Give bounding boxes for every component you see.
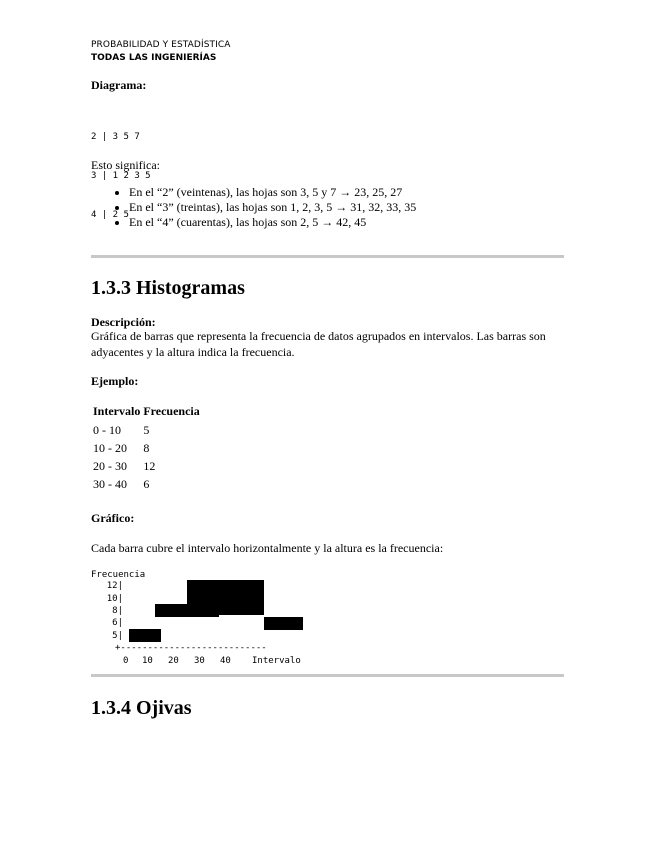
page-header — [91, 39, 231, 65]
meaning-intro: Esto significa: — [91, 158, 160, 172]
meaning-list — [91, 185, 589, 230]
graph-caption: Cada barra cubre el intervalo horizontalmente y la altura es la frecuencia: — [91, 541, 444, 555]
table-cell: 10 - 20 — [93, 441, 127, 455]
table-cell: 30 - 40 — [93, 477, 127, 491]
course-title: PROBABILIDAD Y ESTADÍSTICA — [91, 40, 231, 50]
table-cell: 0 - 10 — [93, 423, 121, 437]
y-axis-label: Frecuencia — [91, 570, 146, 580]
y-tick-label: 8| — [112, 606, 123, 616]
table-row — [91, 421, 201, 439]
table-cell: 20 - 30 — [93, 459, 127, 473]
y-tick-group — [107, 581, 123, 641]
section-title-ojivas: 1.3.4 Ojivas — [91, 697, 192, 719]
histogram-bar-3 — [187, 580, 264, 615]
description-label: Descripción: — [91, 315, 156, 329]
x-axis-line: +--------------------------- — [115, 643, 267, 653]
diagram-heading: Diagrama: — [91, 78, 147, 92]
x-tick-label: 40 — [220, 656, 231, 666]
y-tick-label: 6| — [112, 618, 123, 628]
table-cell: 8 — [143, 441, 150, 455]
stem-row: 3 | 1 2 3 5 — [91, 171, 151, 181]
x-tick-group — [123, 656, 231, 666]
list-item: • En el “4” (cuarentas), las hojas son 2, 5 → 42, 45 — [129, 215, 589, 230]
table-row — [91, 457, 201, 475]
stem-row: 4 | 2 5 — [91, 210, 129, 220]
x-tick-label: 10 — [142, 656, 153, 666]
x-tick-label: 20 — [168, 656, 179, 666]
table-cell: 5 — [143, 423, 150, 437]
y-tick-label: 5| — [112, 631, 123, 641]
table-cell: 12 — [143, 459, 156, 473]
column-header: Frecuencia — [143, 404, 200, 418]
example-label: Ejemplo: — [91, 374, 139, 388]
x-tick-label: 30 — [194, 656, 205, 666]
section-divider — [91, 255, 564, 258]
bar-group — [129, 580, 303, 642]
histogram-chart — [91, 568, 331, 668]
table-row — [91, 475, 201, 493]
x-tick-label: 0 — [123, 656, 129, 666]
histogram-bar-1 — [129, 629, 161, 642]
stem-row: 2 | 3 5 7 — [91, 132, 140, 142]
y-tick-label: 12| — [106, 581, 123, 591]
frequency-table — [91, 404, 201, 493]
section-title-histogramas: 1.3.3 Histogramas — [91, 277, 245, 299]
column-header: Intervalo — [93, 404, 141, 418]
histogram-bar-4 — [264, 617, 303, 630]
audience-title: TODAS LAS INGENIERÍAS — [91, 53, 217, 63]
y-tick-label: 10| — [106, 594, 123, 604]
section-divider — [91, 674, 564, 677]
table-header-row — [91, 404, 201, 421]
table-row — [91, 439, 201, 457]
table-cell: 6 — [143, 477, 150, 491]
graph-label: Gráfico: — [91, 511, 135, 525]
x-axis-label: Intervalo — [252, 656, 301, 666]
list-item: • En el “2” (veintenas), las hojas son 3, 5 y 7 → 23, 25, 27 — [129, 185, 589, 200]
description-text: Gráfica de barras que representa la frecuencia de datos agrupados en intervalos. Las barras son adyacentes y la altura indica la frecuencia. — [91, 329, 546, 359]
list-item: • En el “3” (treintas), las hojas son 1, 2, 3, 5 → 31, 32, 33, 35 — [129, 200, 589, 215]
